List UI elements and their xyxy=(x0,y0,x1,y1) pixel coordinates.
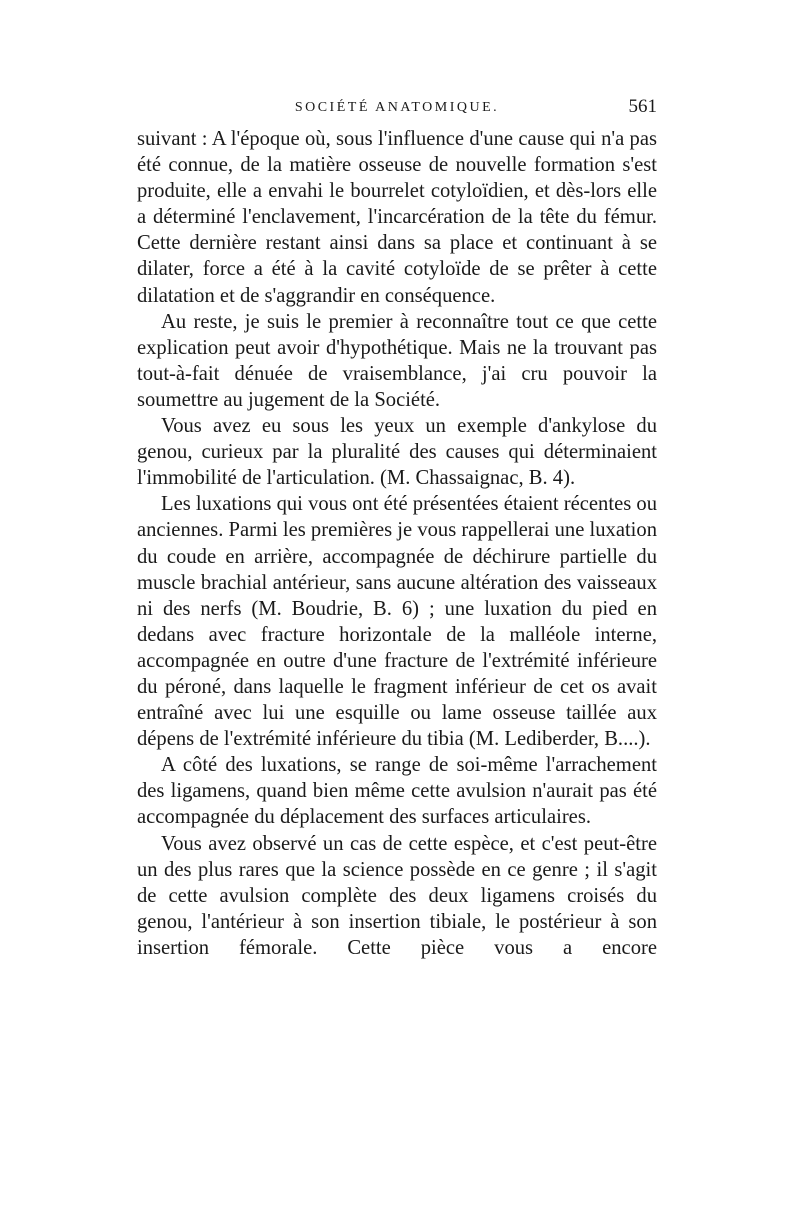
paragraph: Au reste, je suis le premier à reconnaître tout ce que cette explication peut avoir d'hypothétique. Mais ne la trouvant pas tout-à-fait dénuée de vraisemblance, j'ai cru pouvoir la soumettre au jugement de la Société. xyxy=(137,310,657,411)
page-number: 561 xyxy=(628,96,657,117)
paragraph: A côté des luxations, se range de soi-même l'arrachement des ligamens, quand bien même cette avulsion n'aurait pas été accompagnée du déplacement des surfaces articulaires. xyxy=(137,754,657,829)
page-header xyxy=(137,96,657,120)
body-text xyxy=(137,126,657,961)
paragraph: Vous avez eu sous les yeux un exemple d'ankylose du genou, curieux par la pluralité des causes qui déterminaient l'immobilité de l'articulation. (M. Chassaignac, B. 4). xyxy=(137,415,657,490)
running-head: SOCIÉTÉ ANATOMIQUE. xyxy=(294,100,500,115)
paragraph: Les luxations qui vous ont été présentées étaient récentes ou anciennes. Parmi les premières je vous rappellerai une luxation du coude en arrière, accompagnée de déchirure partielle du muscle brachial antérieur, sans aucune altération des vaisseaux ni des nerfs (M. Boudrie, B. 6) ; une luxation du pied en dedans avec fracture horizontale de la malléole interne, accompagnée en outre d'une fracture de l'extrémité inférieure du péroné, dans laquelle le fragment inférieur de cet os avait entraîné avec lui une esquille ou lame osseuse taillée aux dépens de l'extrémité inférieure du tibia (M. Lediberder, B....). xyxy=(137,493,657,751)
paragraph: Vous avez observé un cas de cette espèce, et c'est peut-être un des plus rares que la science possède en ce genre ; il s'agit de cette avulsion complète des deux ligamens croisés du genou, l'antérieur à son insertion tibiale, le postérieur à son insertion fémorale. Cette pièce vous a encore xyxy=(137,832,657,959)
paragraph: suivant : A l'époque où, sous l'influence d'une cause qui n'a pas été connue, de la matière osseuse de nouvelle formation s'est produite, elle a envahi le bourrelet cotyloïdien, et dès-lors elle a déterminé l'enclavement, l'incarcération de la tête du fémur. Cette dernière restant ainsi dans sa place et continuant à se dilater, force a été à la cavité cotyloïde de se prêter à cette dilatation et de s'aggrandir en conséquence. xyxy=(137,128,657,307)
